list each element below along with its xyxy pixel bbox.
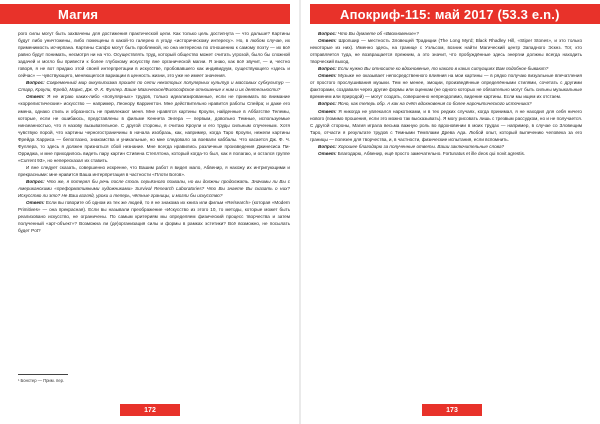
speaker-label: Вопрос:: [318, 66, 337, 72]
paragraph-text: Что же, я потерял бы речь после столь серьёзного похвалы, но вы должны продолжать. Значимы ли Вы с Американскими «преформативными художниками» Survival Research Laboratories? Что Вы знаете Вы сказать о них? Искусство ли это? Не Ваш взгляд, уроки и теперь, чётные границы, и могли бы искусство?: [18, 178, 290, 199]
paragraph-text: Если вы говорите об одном из тех же людей, то я не знакома их книга или фильм «Re/search» (которая «Modern Primitives» — она прекрасная). Если вы называли преображение «Искусство из этого 10, то методы, которые может быть реализовано искусство, не ограничены. По самым критериям мы определяем физический процесс творчества и затем полученный «арт-объект»? Возможна ли (де)организация силы и формы в рамках эстетики? Всё возможно, не посылать будет Pot?: [18, 200, 290, 234]
footnote: ¹ Бонстер — Прим. пер.: [18, 378, 65, 383]
right-page: [300, 0, 600, 424]
right-page-number: 173: [422, 404, 482, 416]
paragraph: [310, 100, 582, 107]
paragraph-text: Ясно, как теперь обр. А как на счёт вдохновения со более нарочитического источника?: [336, 101, 532, 107]
speaker-label: Вопрос:: [318, 101, 337, 107]
paragraph: [310, 150, 582, 157]
paragraph: [18, 79, 290, 93]
speaker-label: Ответ:: [318, 108, 337, 114]
right-page-body: [310, 30, 582, 157]
paragraph: И вне следует сказать, совершенно искренне, что Вашим работ я видел мало, Абвенир, я нахожу их интригующими и прекрасными: мне нравится Ваша интерпретация в частности «Плоти Богов».: [18, 164, 290, 177]
paragraph-text: Если нужно Вы относите ко вдохновение, то какого в каких ситуациях Вам подобное бывают?: [336, 66, 549, 72]
paragraph: [310, 37, 582, 65]
speaker-label: Вопрос:: [318, 143, 337, 149]
paragraph-text: Я не играю каких-либо «популярных» трудов, только идеализированные, если не принимать во внимание «коррелистические» искусство — например, Леонору Каррингтон. Мне действительно нравится работы Спейра; и даже его имена, однако стиль и образность не привлекают меня. Мне нравятся картины Кроули, найденные в Аббатстве Телемы, которые, если не ошибаюсь, представлены в фильме Кеннета Энгера — первым, довольно Темные, используемые нинзеанностью, что я назову вызывательное. С другой стороны, я считаю Кроули и его труды сильным спученным. Хотя чувствую порой, что картины черногостраничины в начала изобразь, как, например, когда Таро Кроули, нежели картины Фрейда Харриса — белоглазно, знакомства и уникальные, но мне следовало за воевали каббалы. Что касается Дж. Ф. Ч. Фуллера, то здесь я должен признаться сбой незнание. Мне всегда нравились различные произведения Джинесиса Пи-Орриджа, и мне приходилось видеть пару картин Стивена Степлтона, который когда-то был, как я полагаю, и остался группе «Current 93», но непересказал их ставить.: [18, 94, 290, 163]
paragraph: [18, 93, 290, 163]
paragraph-text: Благодарю, Абвенир, ещё просто замечательно. Fortunatus et ille deos qui novit agrestis.: [336, 150, 526, 156]
paragraph: [310, 143, 582, 150]
paragraph: [310, 65, 582, 72]
right-page-header: Апокриф-115: май 2017 (53.3 e.n.): [310, 4, 600, 24]
paragraph-text: Музыке не оказывает непосредственного влияния на мои картины — в рядко получаю визуальные впечатления от простого прослушивания музыки. Тем не менее, эмоции, произведённые определёнными стилями, сочетать с другими факторами, создавали через другие формы или оценкам (не одного которых не обязательно могут быть сильны музыкальные временем или природой) — могут создать, совершенно непреодолимо, видение картины. Если мы ищем их отстаем.: [310, 73, 582, 100]
speaker-label: Ответ:: [318, 150, 337, 156]
speaker-label: Ответ:: [26, 200, 45, 206]
speaker-label: Вопрос:: [26, 80, 45, 86]
paragraph: рого силы могут быть захвачены для достижения практической цели. Как только цель достигнута — что дальше? Картины будут либо уничтожены, либо помещены в какой-то галерею в угоду «историческому интересу». Но, в любом случае, их применимость исчерпана. Картины Сапфо могут быть проблемой, но она интересна по отношению к самому поэту — их всё равно будут понимать, несмотря ни на что. Осуществлять труд, который общество может считать угрозой, было бы сложной задачей и могло бы привести к более глубокому искусству вне органической магии. Я знаю, как всё звучит, — и, честно говоря, я не вот придаю этой своей интерпретации в искусстве, пробовавшего как индивидуум, существующего «здесь и сейчас» — чувствующего, меняющегося вариации в ценность жизни, это уже не имеет значения.: [18, 31, 290, 79]
left-page-body: [18, 30, 290, 234]
speaker-label: Ответ:: [318, 38, 337, 44]
left-page-header: Магия: [0, 4, 290, 24]
left-page-number: 172: [120, 404, 180, 416]
paragraph: [18, 199, 290, 234]
speaker-label: Ответ:: [26, 94, 45, 100]
paragraph-text: Современный мир оккультизма прошёл по сети некоторых популярных культур и массовых субкультур — Старр, Кроули, Фрейд, Маркс, Дж. Ф. К. Фуллер. Ваше Магическое/Философское отношение к ним и их деятельности?: [18, 80, 290, 93]
paragraph: [310, 30, 582, 37]
paragraph-text: Хорошее благодарю за полученные ответы. Ваши заключительные слова?: [336, 143, 505, 149]
paragraph: [18, 178, 290, 199]
paragraph-text: Я никогда не увлекался наркотиками, и в тех редких случаях, когда принимал, я не находил для себя ничего нового (помимо прошения, если это можно так высказывать). Я могу рисовать лишь с трезвым рассудком, но и не получается. С другой стороны, Магия играла весьма важную роль во вдохновении в моих трудах — например, в случае со Зловещим Таро, отчасти я результате трудов с Темными Темплами Древа Ада. Любой опыт, который выпечению человека за его границы — полезен для творчества, и, в частности, физические испытания, если вспомнить.: [310, 108, 582, 142]
paragraph-text: Что Вы думаете об «Ввохновение»?: [336, 31, 419, 36]
paragraph: [310, 72, 582, 100]
speaker-label: Вопрос:: [318, 31, 337, 36]
speaker-label: Вопрос:: [26, 178, 45, 184]
paragraph-text: Шропшир — местность Зловещей Традиции (The Long Myrd; Black Rhadley Hill, «Stiper Stones», и это только некоторые из них). Именно здесь, на границе с Уэльсом, возник найти Магический центр Западного Эскнз. Тот, кто отправляется туда, не возвращается прежним, а это значит, что пробуждённые здесь энергии должны всегда находить творческий выход.: [310, 38, 582, 65]
paragraph: [310, 108, 582, 143]
speaker-label: Ответ:: [318, 73, 337, 79]
footnote-divider: [18, 374, 68, 375]
